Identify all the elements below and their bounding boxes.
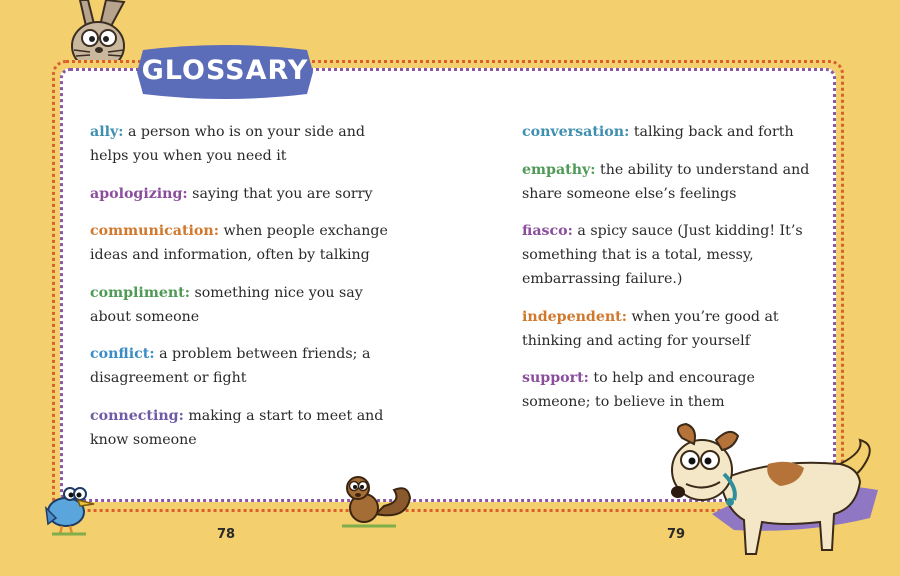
glossary-entry-connecting bbox=[90, 404, 390, 452]
glossary-term: connecting: bbox=[90, 407, 184, 424]
glossary-entry-support bbox=[522, 366, 812, 414]
glossary-definition: when people exchange ideas and information, often by talking bbox=[90, 223, 388, 263]
bird-illustration bbox=[42, 478, 98, 536]
glossary-definition: talking back and forth bbox=[629, 124, 794, 140]
glossary-entry-ally bbox=[90, 120, 390, 168]
glossary-entry-independent bbox=[522, 305, 812, 353]
glossary-term: communication: bbox=[90, 223, 219, 239]
glossary-term: empathy: bbox=[522, 161, 596, 178]
glossary-entry-conflict bbox=[90, 342, 390, 390]
glossary-term: fiasco: bbox=[522, 223, 573, 239]
glossary-definition: saying that you are sorry bbox=[187, 185, 373, 202]
page-number-left: 78 bbox=[217, 527, 236, 542]
right-glossary-column bbox=[522, 120, 812, 428]
glossary-definition: the ability to understand and share someone else’s feelings bbox=[522, 161, 810, 202]
glossary-term: ally: bbox=[90, 124, 124, 140]
glossary-term: independent: bbox=[522, 308, 627, 325]
glossary-definition: a problem between friends; a disagreement or fight bbox=[90, 346, 371, 386]
glossary-term: support: bbox=[522, 370, 589, 386]
glossary-entry-fiasco bbox=[522, 219, 812, 291]
left-glossary-column bbox=[90, 120, 390, 465]
glossary-entry-compliment bbox=[90, 281, 390, 329]
glossary-definition: to help and encourage someone; to believe in them bbox=[522, 370, 755, 410]
glossary-term: conflict: bbox=[90, 346, 155, 362]
glossary-term: apologizing: bbox=[90, 185, 188, 202]
glossary-definition: making a start to meet and know someone bbox=[90, 407, 384, 448]
glossary-definition: a person who is on your side and helps you when you need it bbox=[90, 124, 365, 164]
glossary-definition: something nice you say about someone bbox=[90, 284, 363, 325]
glossary-entry-apologizing bbox=[90, 182, 390, 206]
page-number-right: 79 bbox=[667, 527, 686, 542]
glossary-term: conversation: bbox=[522, 124, 630, 140]
glossary-entry-conversation bbox=[522, 120, 812, 144]
glossary-definition: a spicy sauce (Just kidding! It’s something that is a total, messy, embarrassing failure.) bbox=[522, 223, 803, 287]
glossary-definition: when you’re good at thinking and acting for yourself bbox=[522, 308, 779, 349]
glossary-entry-communication bbox=[90, 219, 390, 267]
glossary-term: compliment: bbox=[90, 284, 190, 301]
dog-illustration bbox=[664, 418, 884, 568]
squirrel-illustration bbox=[336, 470, 416, 530]
glossary-entry-empathy bbox=[522, 158, 812, 206]
page-title: GLOSSARY bbox=[141, 55, 309, 86]
